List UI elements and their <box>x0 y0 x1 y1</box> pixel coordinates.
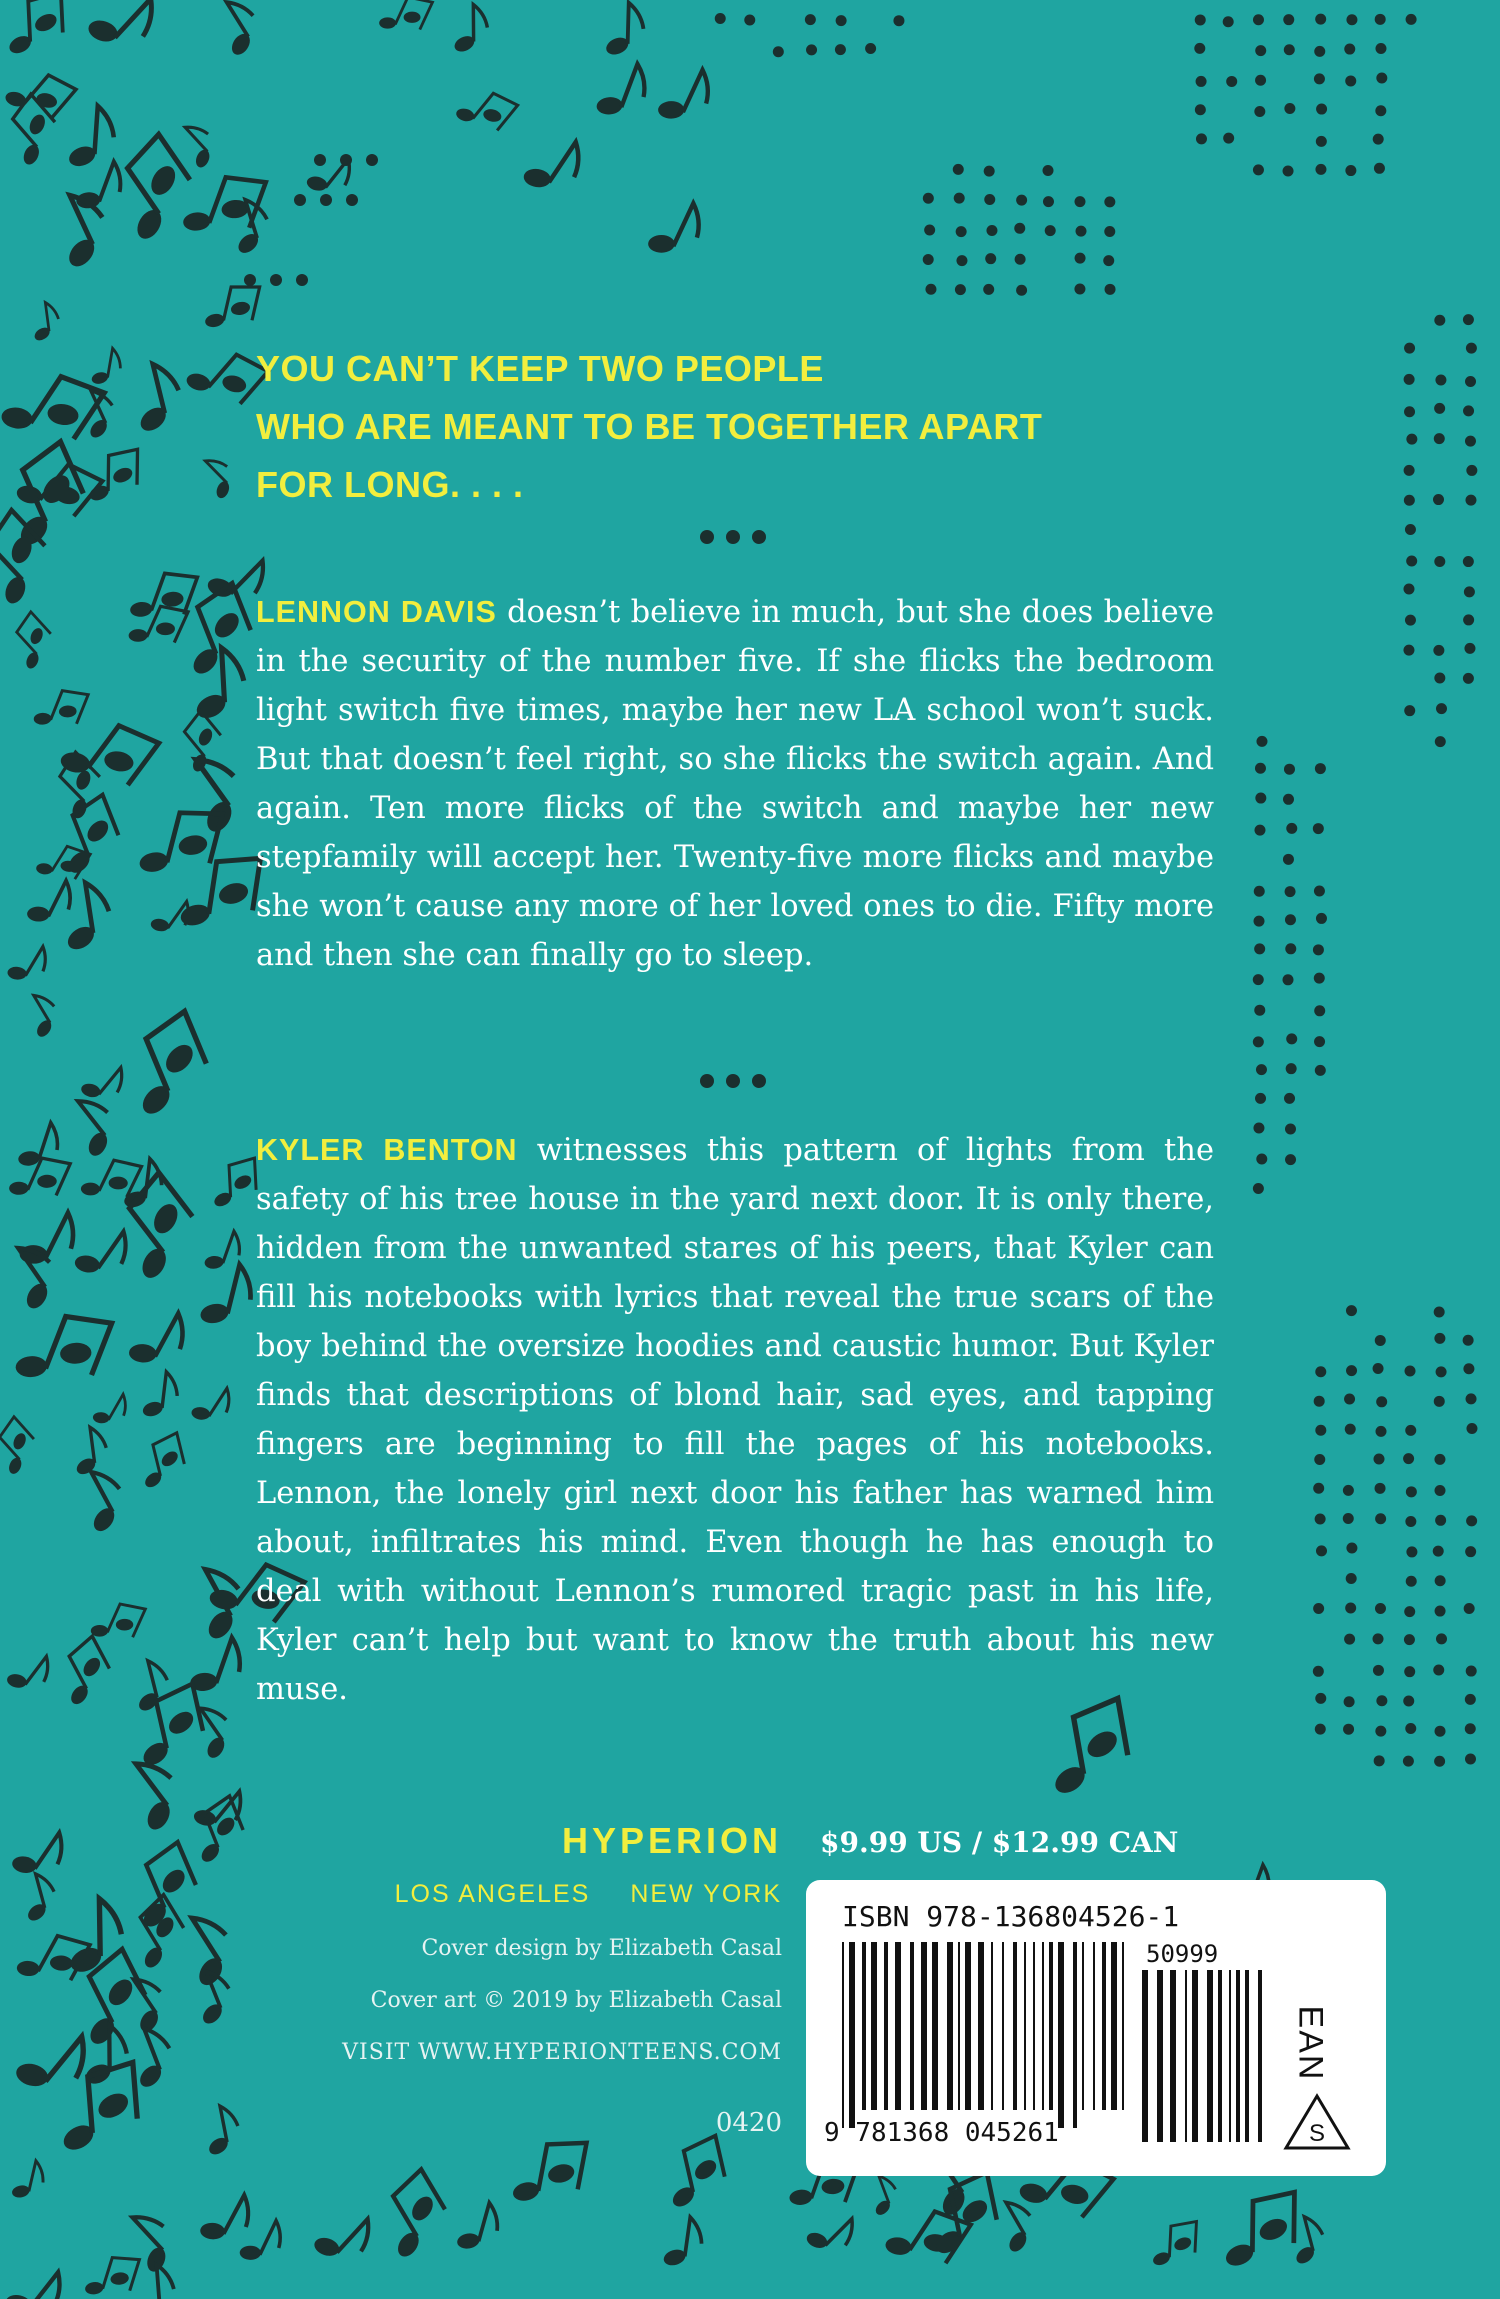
seal-letter: S <box>1308 2120 1326 2147</box>
blurb-kyler-text: witnesses this pattern of lights from the safety of his tree house in the yard next door. It is only there, hidden from the unwanted stares of his peers, that Kyler can fill his notebooks with lyrics that reveal the true scars of the boy behind the oversize hoodies and caustic humor. But Kyler finds that descriptions of blond hair, sad eyes, and tapping fingers are beginning to fill the pages of his notebooks. Lennon, the lonely girl next door his father has warned him about, infiltrates his mind. Even though he has enough to deal with without Lennon’s rumored tragic past in his life, Kyler can’t help but want to know the truth about his new muse. <box>256 1133 1214 1707</box>
price: $9.99 US / $12.99 CAN <box>820 1826 1179 1859</box>
city-los-angeles: LOS ANGELES <box>394 1880 591 1908</box>
print-code: 0420 <box>715 2108 782 2138</box>
tagline-line-2: WHO ARE MEANT TO BE TOGETHER APART <box>256 406 1043 447</box>
cover-art-credit: Cover art © 2019 by Elizabeth Casal <box>370 1988 782 2013</box>
publisher-cities <box>330 1880 782 1909</box>
section-separator <box>700 1074 766 1088</box>
seal-icon <box>1282 2092 1352 2152</box>
cover-design-credit: Cover design by Elizabeth Casal <box>421 1936 782 1961</box>
blurb-kyler <box>256 1126 1214 1714</box>
tagline-line-1: YOU CAN’T KEEP TWO PEOPLE <box>256 348 824 389</box>
barcode-digits: 9 781368 045261 <box>824 2118 1059 2148</box>
barcode-label <box>806 1880 1386 2176</box>
character-name-kyler: KYLER BENTON <box>256 1133 518 1167</box>
tagline-line-3: FOR LONG. . . . <box>256 464 524 505</box>
city-new-york: NEW YORK <box>630 1880 782 1908</box>
website-link[interactable]: VISIT WWW.HYPERIONTEENS.COM <box>342 2040 782 2065</box>
character-name-lennon: LENNON DAVIS <box>256 595 497 629</box>
tagline <box>256 340 1236 514</box>
ean-label <box>1280 1998 1340 2088</box>
isbn-text: ISBN 978-136804526-1 <box>842 1900 1180 1933</box>
price-addon-code: 50999 <box>1146 1940 1219 1968</box>
publisher-name: HYPERION <box>561 1820 782 1861</box>
blurb-lennon-text: doesn’t believe in much, but she does believe in the security of the number five. If she flicks the bedroom light switch five times, maybe her new LA school won’t suck. But that doesn’t feel right, so she flicks the switch again. And again. Ten more flicks of the switch and maybe her new stepfamily will accept her. Twenty-five more flicks and maybe she won’t cause any more of her loved ones to die. Fifty more and then she can finally go to sleep. <box>256 595 1214 973</box>
section-separator <box>700 530 766 544</box>
blurb-lennon <box>256 588 1214 980</box>
ean-text: EAN <box>1291 2005 1330 2081</box>
